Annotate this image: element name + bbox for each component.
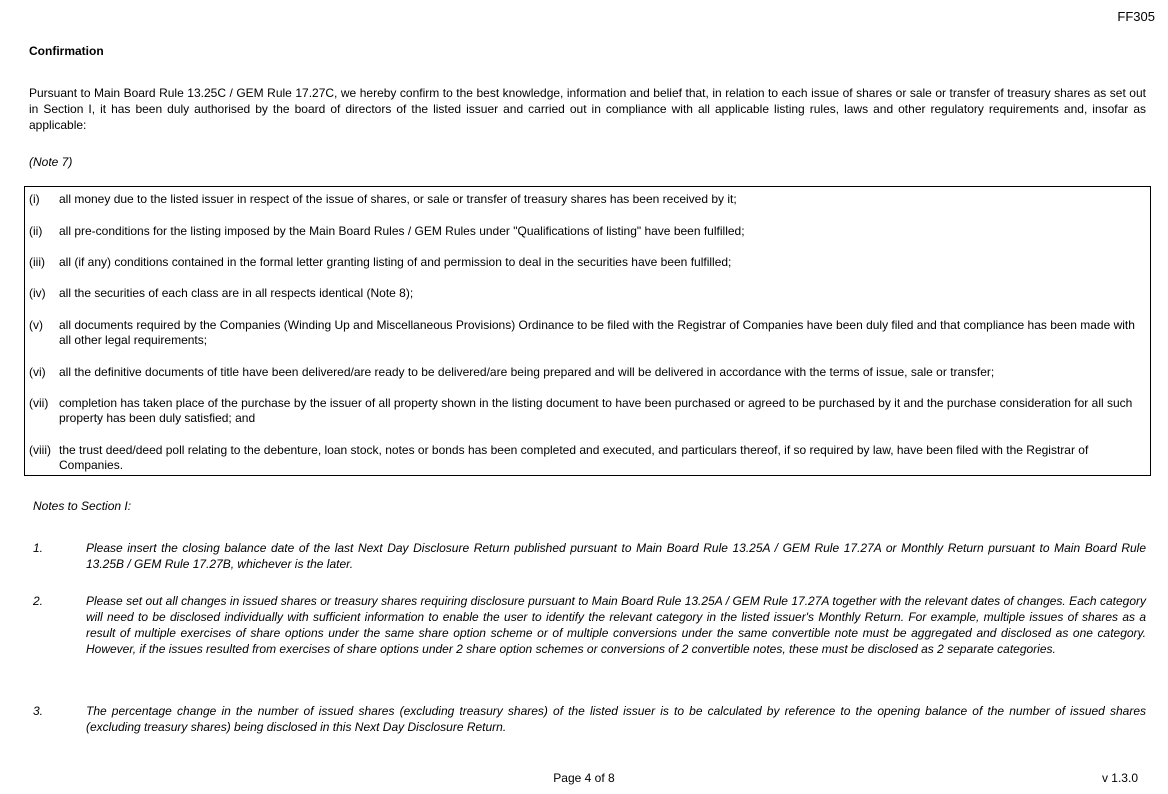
note-item — [33, 703, 1146, 735]
confirmation-item — [29, 365, 1139, 380]
item-numeral: (i) — [29, 192, 40, 206]
note-item — [33, 593, 1146, 657]
item-text: all (if any) conditions contained in the formal letter granting listing of and permission to deal in the securities have been fulfilled; — [59, 255, 732, 269]
item-numeral: (iii) — [29, 255, 45, 269]
version-label: v 1.3.0 — [1101, 771, 1138, 785]
note-number: 2. — [33, 594, 44, 608]
item-numeral: (v) — [29, 318, 43, 332]
confirmation-item — [29, 192, 1139, 207]
item-text: completion has taken place of the purchase by the issuer of all property shown in the listing document to have been purchased or agreed to be purchased by it and the purchase consideration for all such property has been duly satisfied; and — [59, 396, 1133, 425]
confirmation-intro: Pursuant to Main Board Rule 13.25C / GEM Rule 17.27C, we hereby confirm to the best knowledge, information and belief that, in relation to each issue of shares or sale or transfer of treasury shares as set out in Section I, it has been duly authorised by the board of directors of the listed issuer and carried out in compliance with all applicable listing rules, laws and other regulatory requirements and, insofar as applicable: — [29, 86, 1146, 132]
item-numeral: (vi) — [29, 365, 46, 379]
item-text: the trust deed/deed poll relating to the debenture, loan stock, notes or bonds has been completed and executed, and particulars thereof, if so required by law, have been filed with the Registrar of Companies. — [59, 443, 1089, 472]
item-numeral: (ii) — [29, 224, 43, 238]
note-item — [33, 540, 1146, 572]
item-numeral: (viii) — [29, 443, 51, 457]
page-number: Page 4 of 8 — [553, 771, 615, 785]
note-text: Please insert the closing balance date of the last Next Day Disclosure Return published pursuant to Main Board Rule 13.25A / GEM Rule 17.27A or Monthly Return pursuant to Main Board Rule 13.25B / GEM Rule 17.27B, whichever is the later. — [86, 541, 1146, 571]
confirmation-item — [29, 318, 1139, 348]
item-text: all money due to the listed issuer in respect of the issue of shares, or sale or transfer of treasury shares has been received by it; — [59, 192, 737, 206]
item-numeral: (iv) — [29, 286, 46, 300]
confirmation-item — [29, 396, 1139, 426]
note-text: Please set out all changes in issued shares or treasury shares requiring disclosure pursuant to Main Board Rule 13.25A / GEM Rule 17.27A together with the relevant dates of changes. Each category will need to be disclosed individually with sufficient information to enable the user to identify the relevant category in the listed issuer's Monthly Return. For example, multiple issues of shares as a result of multiple exercises of share options under the same share option scheme or of multiple conversions under the same convertible note must be aggregated and disclosed as one category. However, if the issues resulted from exercises of share options under 2 share option schemes or conversions of 2 convertible notes, these must be disclosed as 2 separate categories. — [86, 594, 1146, 656]
confirmation-item — [29, 255, 1139, 270]
item-text: all pre-conditions for the listing imposed by the Main Board Rules / GEM Rules under "Qualifications of listing" have been fulfilled; — [59, 224, 745, 238]
notes-title: Notes to Section I: — [33, 499, 132, 513]
confirmation-item — [29, 224, 1139, 239]
item-text: all the definitive documents of title have been delivered/are ready to be delivered/are being prepared and will be delivered in accordance with the terms of issue, sale or transfer; — [59, 365, 995, 379]
note-number: 3. — [33, 704, 44, 718]
confirmation-heading: Confirmation — [29, 44, 104, 58]
note-number: 1. — [33, 541, 44, 555]
note-text: The percentage change in the number of issued shares (excluding treasury shares) of the listed issuer is to be calculated by reference to the opening balance of the number of issued shares (excluding treasury shares) being disclosed in this Next Day Disclosure Return. — [86, 704, 1146, 734]
item-numeral: (vii) — [29, 396, 49, 410]
note-7-reference: (Note 7) — [29, 155, 73, 169]
confirmation-item — [29, 443, 1139, 473]
item-text: all the securities of each class are in all respects identical (Note 8); — [59, 286, 414, 300]
confirmation-box — [24, 186, 1151, 476]
form-code: FF305 — [1117, 9, 1155, 24]
confirmation-item — [29, 286, 1139, 301]
item-text: all documents required by the Companies (Winding Up and Miscellaneous Provisions) Ordinance to be filed with the Registrar of Companies have been duly filed and that compliance has been made with all other legal requirements; — [59, 318, 1135, 347]
